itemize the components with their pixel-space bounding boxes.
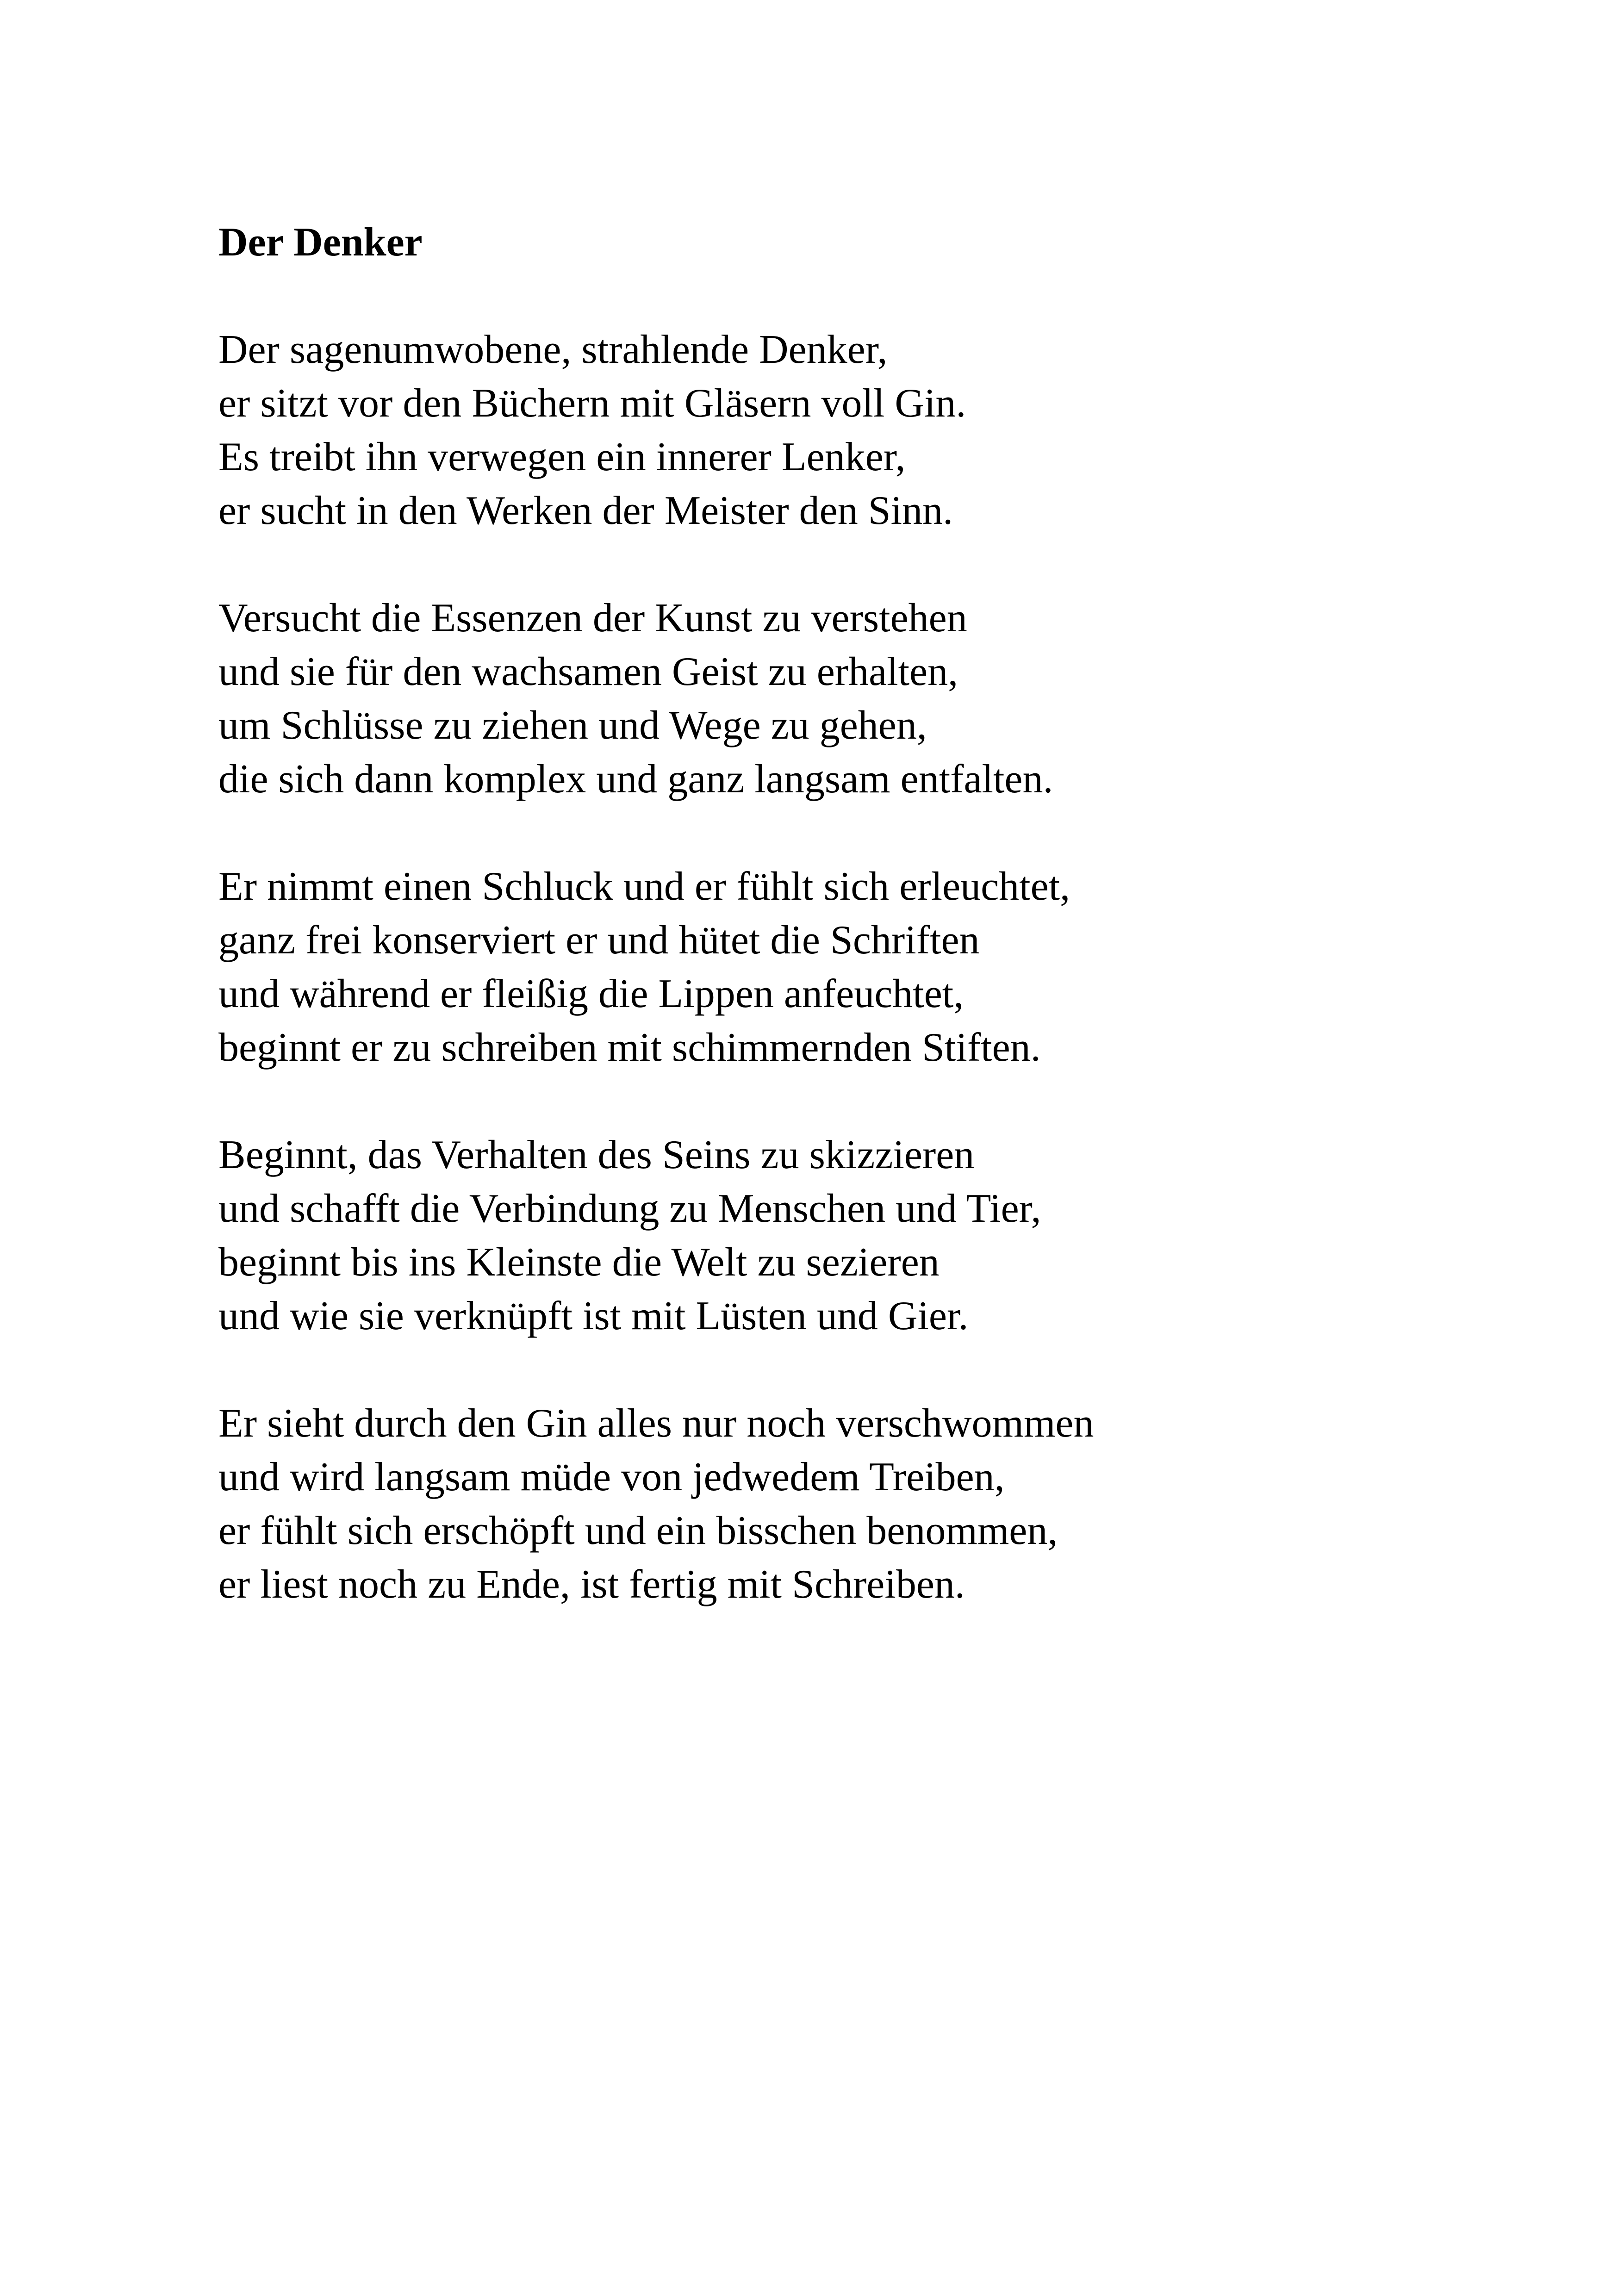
poem-line: und wird langsam müde von jedwedem Treiben, <box>218 1455 1005 1500</box>
poem-line: die sich dann komplex und ganz langsam entfalten. <box>218 757 1053 802</box>
stanza-1 <box>218 323 1561 538</box>
poem-line: Es treibt ihn verwegen ein innerer Lenker, <box>218 435 906 479</box>
stanza-3 <box>218 860 1561 1075</box>
poem-line: er liest noch zu Ende, ist fertig mit Schreiben. <box>218 1562 965 1607</box>
poem-line: ganz frei konserviert er und hütet die Schriften <box>218 918 980 963</box>
poem-line: und schafft die Verbindung zu Menschen und Tier, <box>218 1186 1041 1231</box>
stanza-5 <box>218 1397 1561 1612</box>
poem-line: er sucht in den Werken der Meister den Sinn. <box>218 488 953 533</box>
poem-line: und während er fleißig die Lippen anfeuchtet, <box>218 971 964 1016</box>
poem-line: Er nimmt einen Schluck und er fühlt sich erleuchtet, <box>218 864 1070 909</box>
poem-line: beginnt bis ins Kleinste die Welt zu sezieren <box>218 1240 940 1285</box>
poem-line: Versucht die Essenzen der Kunst zu verstehen <box>218 596 967 641</box>
poem-line: er fühlt sich erschöpft und ein bisschen benommen, <box>218 1508 1058 1553</box>
stanza-4 <box>218 1128 1561 1343</box>
poem-line: Beginnt, das Verhalten des Seins zu skizzieren <box>218 1132 975 1177</box>
poem-line: beginnt er zu schreiben mit schimmernden Stiften. <box>218 1025 1041 1070</box>
poem-title: Der Denker <box>218 220 423 265</box>
poem-line: er sitzt vor den Büchern mit Gläsern voll Gin. <box>218 381 966 426</box>
stanza-2 <box>218 591 1561 806</box>
poem-line: Er sieht durch den Gin alles nur noch verschwommen <box>218 1401 1094 1446</box>
poem-line: Der sagenumwobene, strahlende Denker, <box>218 327 888 372</box>
poem-line: und sie für den wachsamen Geist zu erhalten, <box>218 649 958 694</box>
poem-line: um Schlüsse zu ziehen und Wege zu gehen, <box>218 703 927 748</box>
poem-line: und wie sie verknüpft ist mit Lüsten und Gier. <box>218 1294 969 1338</box>
poem <box>218 216 1561 1665</box>
